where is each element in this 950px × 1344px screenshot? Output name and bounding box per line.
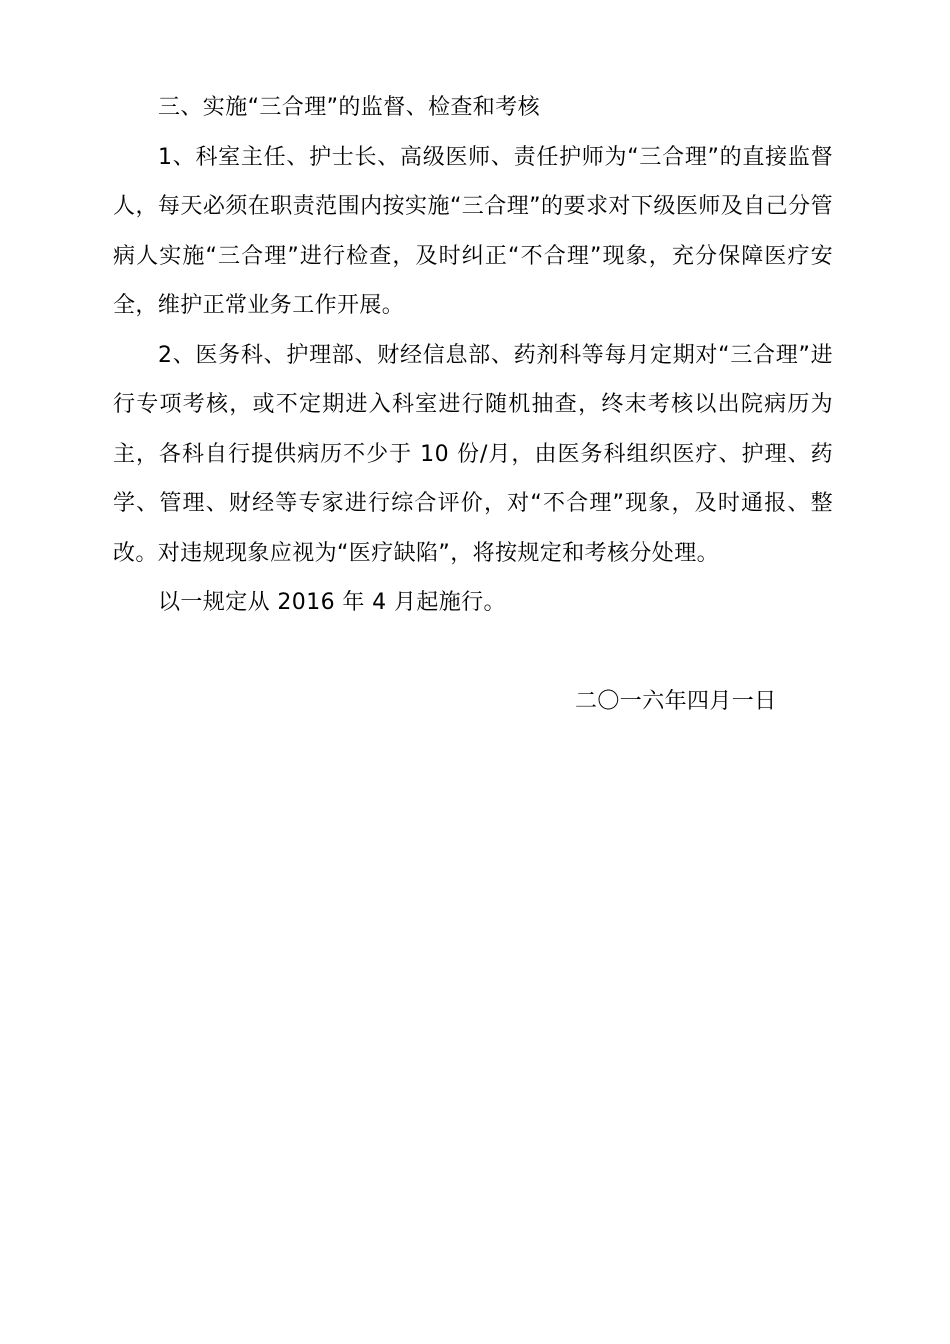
paragraph-supervisors: 1、科室主任、护士长、高级医师、责任护师为“三合理”的直接监督人，每天必须在职责范围内按实施“三合理”的要求对下级医师及自己分管病人实施“三合理”进行检查，及时纠正“不合理”现象，充分保障医疗安全，维护正常业务工作开展。	[113, 144, 833, 318]
section-heading: 三、实施“三合理”的监督、检查和考核	[158, 95, 540, 120]
paragraph-assessment: 2、医务科、护理部、财经信息部、药剂科等每月定期对“三合理”进行专项考核，或不定期进入科室进行随机抽查，终末考核以出院病历为主，各科自行提供病历不少于 10 份/月，由医务科组织医疗、护理、药学、管理、财经等专家进行综合评价，对“不合理”现象，及时通报、整改。对违规现象应视为“医疗缺陷”，将按规定和考核分处理。	[113, 342, 833, 566]
document-date: 二〇一六年四月一日	[575, 689, 777, 714]
paragraph-effective-date: 以一规定从 2016 年 4 月起施行。	[158, 590, 506, 615]
document-body	[113, 83, 833, 628]
